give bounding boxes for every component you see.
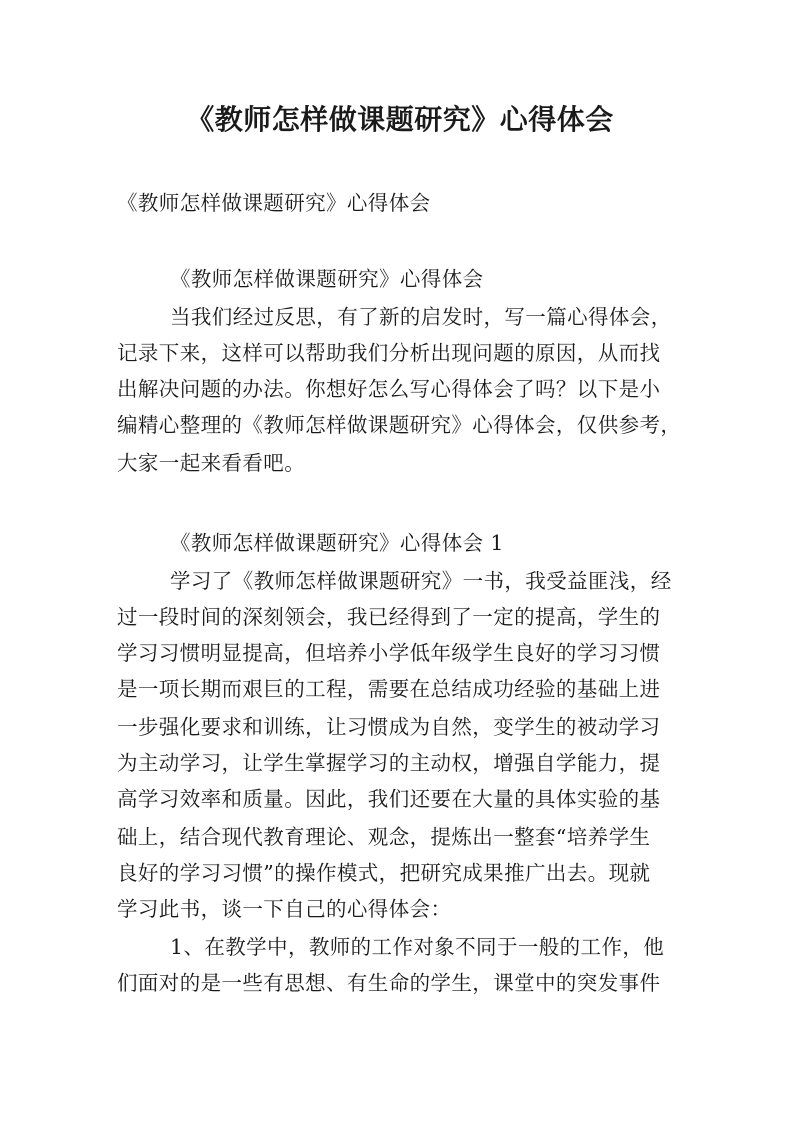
paragraph-line: 过一段时间的深刻领会，我已经得到了一定的提高，学生的 (117, 605, 661, 629)
paragraph-line: 学习了《教师怎样做课题研究》一书，我受益匪浅，经 (170, 569, 672, 593)
paragraph-line: 学习此书，谈一下自己的心得体会： (117, 897, 452, 921)
paragraph-line: 良好的学习习惯”的操作模式，把研究成果推广出去。现就 (117, 861, 651, 885)
section-heading: 《教师怎样做课题研究》心得体会 1 (170, 531, 504, 555)
paragraph-line: 当我们经过反思，有了新的启发时，写一篇心得体会， (170, 305, 672, 329)
paragraph-line: 编精心整理的《教师怎样做课题研究》心得体会，仅供参考， (117, 413, 682, 437)
paragraph-line: 是一项长期而艰巨的工程，需要在总结成功经验的基础上进 (117, 677, 661, 701)
paragraph-line: 础上，结合现代教育理论、观念，提炼出一整套“培养学生 (117, 825, 651, 849)
paragraph-line: 1、在教学中，教师的工作对象不同于一般的工作，他 (170, 935, 665, 959)
paragraph-line: 大家一起来看看吧。 (117, 451, 306, 475)
section-heading: 《教师怎样做课题研究》心得体会 (170, 267, 484, 291)
paragraph-line: 一步强化要求和训练，让习惯成为自然，变学生的被动学习 (117, 715, 661, 739)
paragraph-line: 学习习惯明显提高，但培养小学低年级学生良好的学习习惯 (117, 641, 661, 665)
paragraph-line: 高学习效率和质量。因此，我们还要在大量的具体实验的基 (117, 787, 661, 811)
paragraph-line: 记录下来，这样可以帮助我们分析出现问题的原因，从而找 (117, 341, 661, 365)
paragraph-line: 为主动学习，让学生掌握学习的主动权，增强自学能力，提 (117, 751, 661, 775)
paragraph-line: 们面对的是一些有思想、有生命的学生，课堂中的突发事件 (117, 971, 661, 995)
document-title: 《教师怎样做课题研究》心得体会 (186, 103, 614, 136)
document-subtitle: 《教师怎样做课题研究》心得体会 (117, 191, 431, 215)
paragraph-line: 出解决问题的办法。你想好怎么写心得体会了吗？以下是小 (117, 377, 661, 401)
